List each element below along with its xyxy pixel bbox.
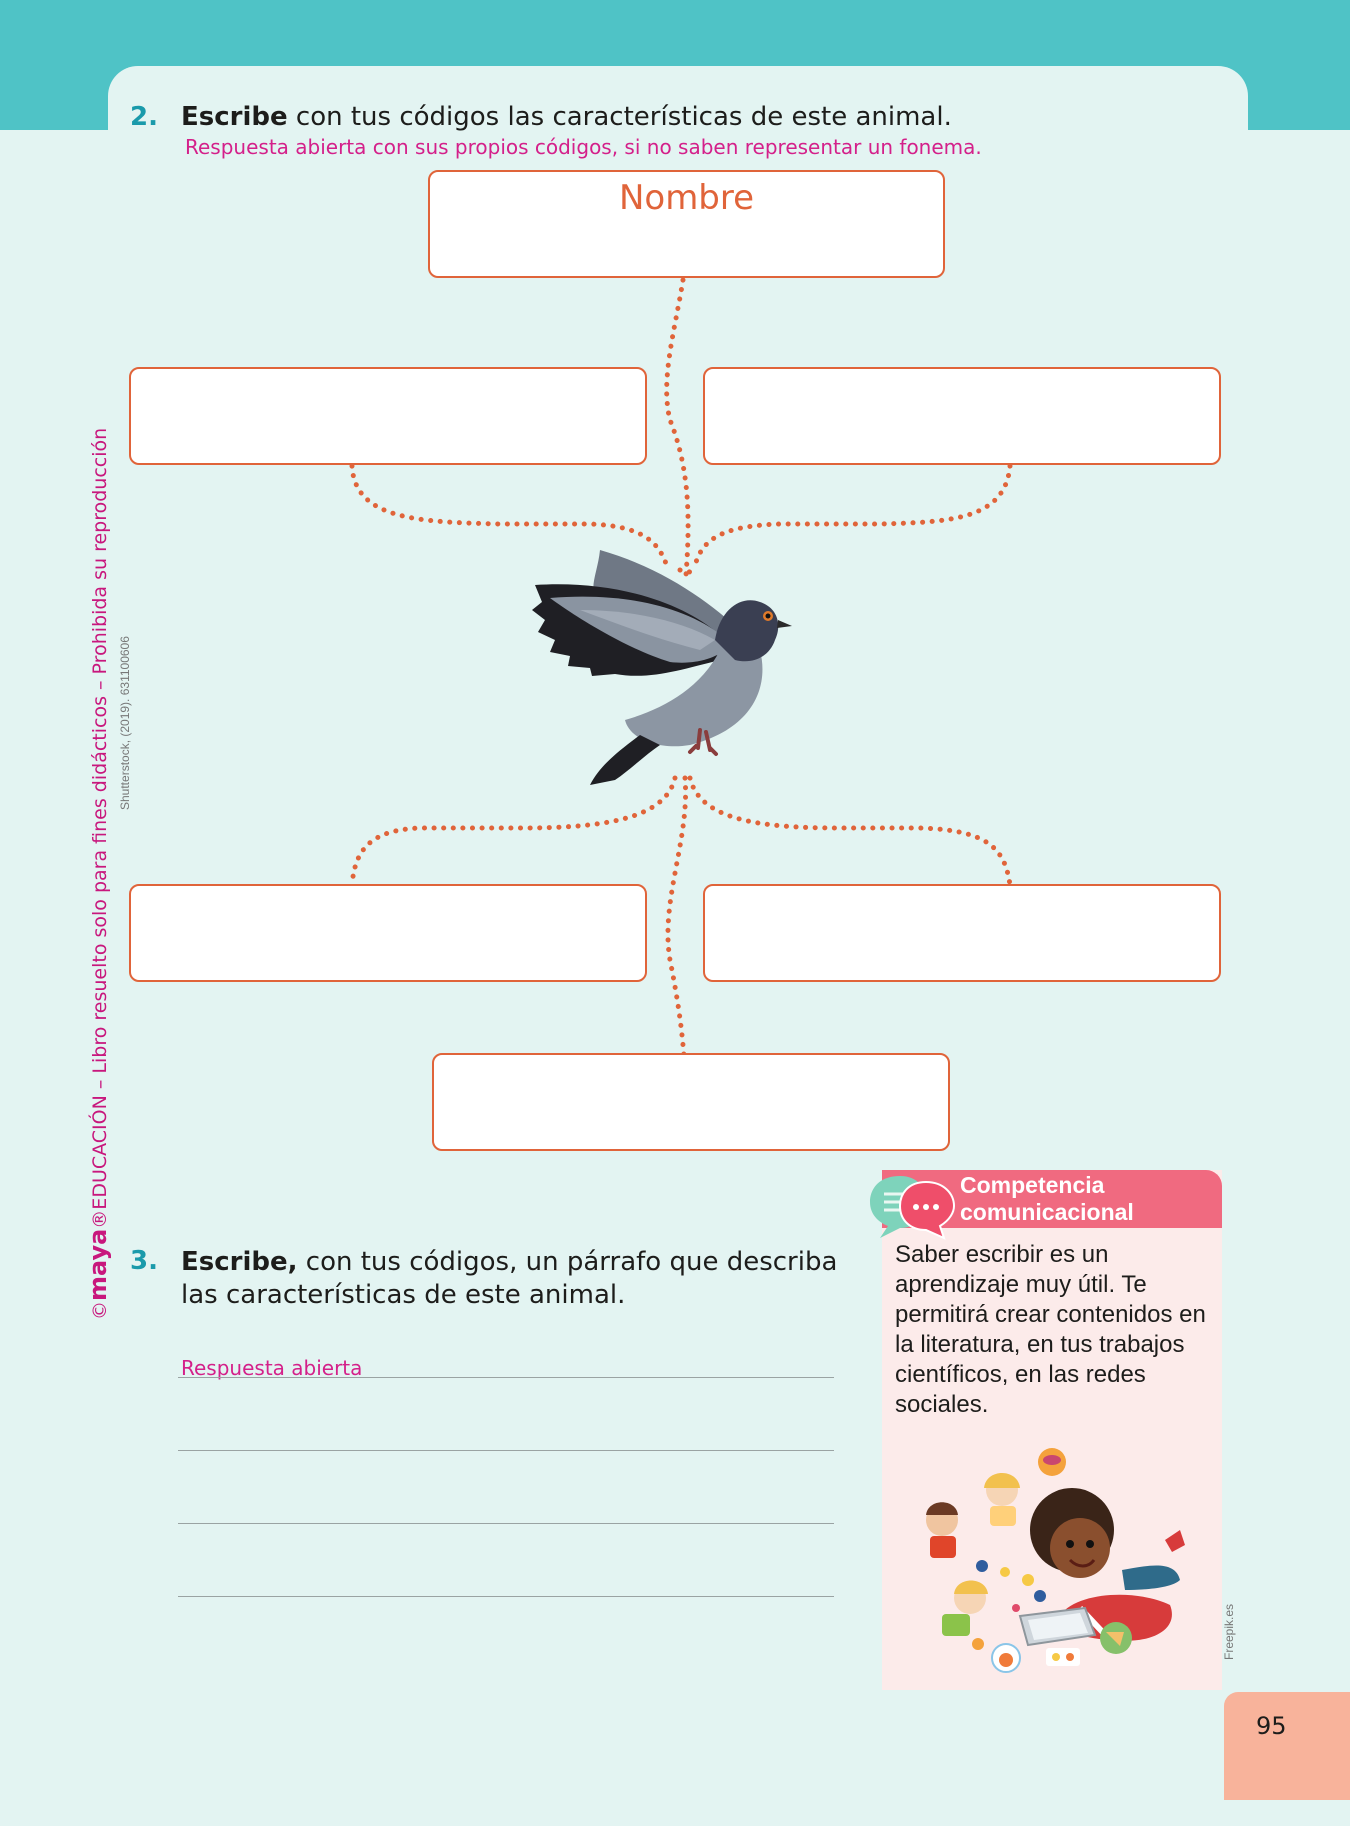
image-credit: Shutterstock, (2019). 631100606 xyxy=(118,636,132,810)
exercise-2-answer: Respuesta abierta con sus propios códigos, si no saben representar un fonema. xyxy=(185,135,982,159)
illustration-credit: Freepik.es xyxy=(1222,1603,1236,1660)
exercise-2-verb: Escribe xyxy=(181,102,288,132)
exercise-2-number: 2. xyxy=(130,102,158,132)
characteristic-box-top-left[interactable] xyxy=(129,367,647,465)
brand-name: maya xyxy=(84,1228,112,1301)
writing-line[interactable] xyxy=(178,1523,834,1524)
exercise-2-text: con tus códigos las características de este animal. xyxy=(287,102,952,132)
competencia-title-line2: comunicacional xyxy=(960,1199,1134,1225)
exercise-3-instruction xyxy=(181,1246,837,1312)
exercise-3-answer: Respuesta abierta xyxy=(181,1356,363,1380)
writing-line[interactable] xyxy=(178,1596,834,1597)
chat-bubbles-icon xyxy=(866,1172,958,1242)
characteristic-box-bottom-left[interactable] xyxy=(129,884,647,982)
name-box[interactable] xyxy=(428,170,945,278)
page-number: 95 xyxy=(1256,1712,1287,1740)
characteristic-box-top-right[interactable] xyxy=(703,367,1221,465)
writing-line[interactable] xyxy=(178,1377,834,1378)
page-number-tab xyxy=(1224,1692,1350,1800)
copyright-text: ®EDUCACIÓN – Libro resuelto solo para fines didácticos – Prohibida su reproducción xyxy=(89,427,111,1229)
competencia-title-line1: Competencia xyxy=(960,1172,1105,1198)
copyright-symbol: © xyxy=(89,1301,111,1320)
pigeon-image xyxy=(520,540,820,790)
exercise-3-number: 3. xyxy=(130,1246,158,1276)
exercise-3-verb: Escribe, xyxy=(181,1247,298,1277)
characteristic-box-bottom-right[interactable] xyxy=(703,884,1221,982)
writing-line[interactable] xyxy=(178,1450,834,1451)
name-label: Nombre xyxy=(618,178,755,218)
exercise-3-line2: las características de este animal. xyxy=(181,1280,626,1310)
kids-social-media-illustration xyxy=(910,1440,1190,1680)
competencia-title xyxy=(960,1172,1134,1226)
competencia-text: Saber escribir es un aprendizaje muy útil. Te permitirá crear contenidos en la literatura, en tus trabajos científicos, en las redes sociales. xyxy=(895,1241,1206,1418)
characteristic-box-bottom-center[interactable] xyxy=(432,1053,950,1151)
exercise-3-line1: con tus códigos, un párrafo que describa xyxy=(297,1247,838,1277)
